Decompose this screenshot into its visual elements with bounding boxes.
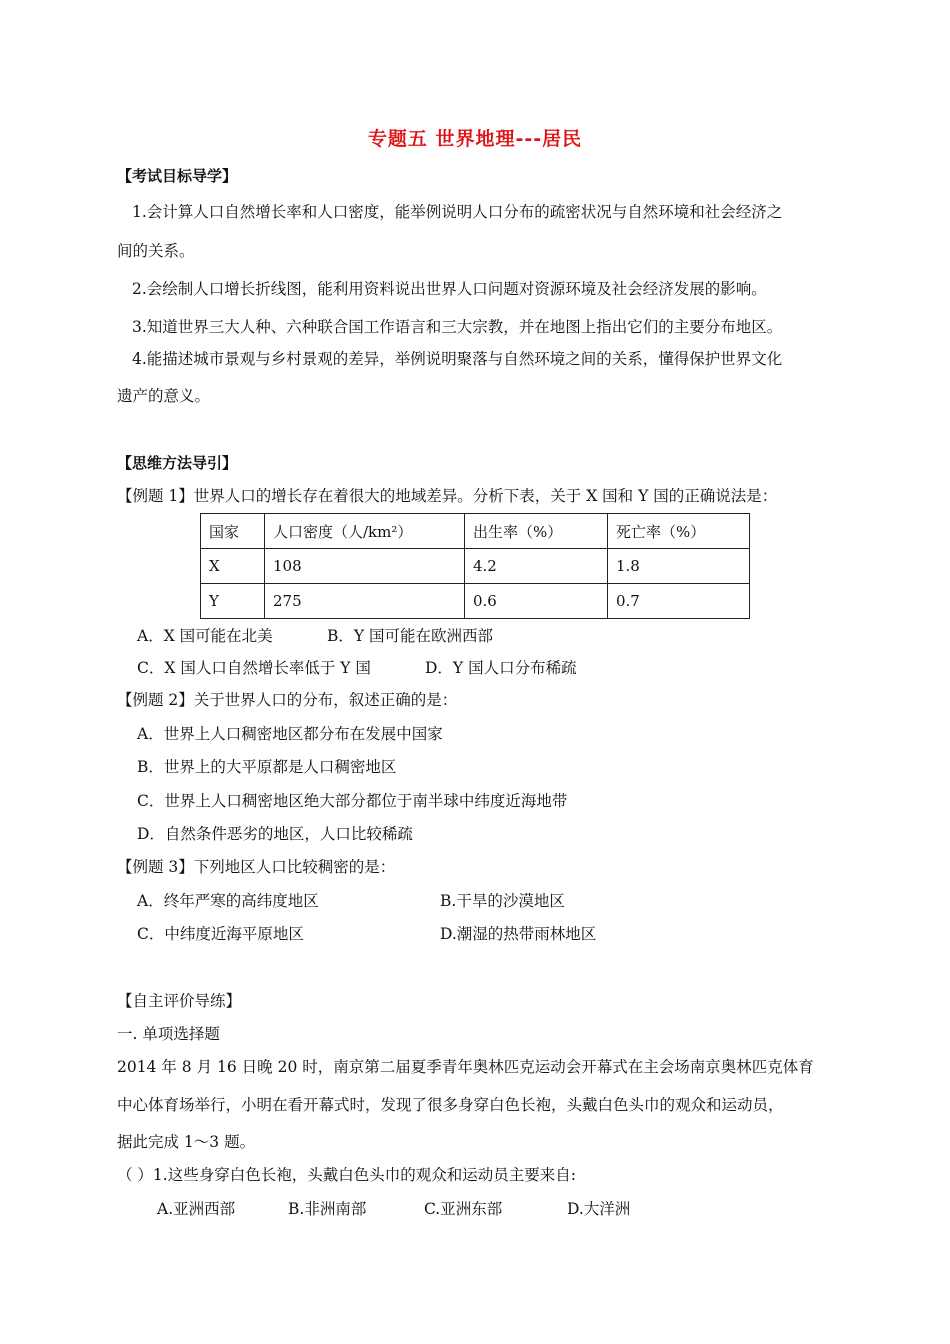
table-cell: 0.6 [465, 584, 608, 619]
table-cell: 1.8 [608, 549, 750, 584]
question-1-option-d: D.大洋洲 [567, 1200, 631, 1218]
table-cell: 4.2 [465, 549, 608, 584]
table-header-cell: 人口密度（人/km²） [265, 514, 465, 549]
question-1-option-c: C.亚洲东部 [424, 1200, 503, 1218]
table-cell: Y [201, 584, 265, 619]
example-3-stem: 【例题 3】下列地区人口比较稠密的是： [117, 858, 396, 876]
table-header-cell: 国家 [201, 514, 265, 549]
table-cell: 275 [265, 584, 465, 619]
example-1-option-a: A．X 国可能在北美 [137, 627, 273, 645]
table-row [201, 584, 750, 619]
passage-line-1: 2014 年 8 月 16 日晚 20 时，南京第二届夏季青年奥林匹克运动会开幕式在主会场南京奥林匹克体育 [117, 1058, 814, 1076]
passage-line-3: 据此完成 1～3 题。 [117, 1133, 256, 1151]
example-3-option-c: C．中纬度近海平原地区 [137, 925, 304, 943]
page-title: 专题五 世界地理---居民 [367, 128, 583, 150]
example-3-option-a: A．终年严寒的高纬度地区 [137, 892, 319, 910]
example-3-option-d: D.潮湿的热带雨林地区 [440, 925, 597, 943]
table-cell: 0.7 [608, 584, 750, 619]
question-1-stem: （ ）1.这些身穿白色长袍，头戴白色头巾的观众和运动员主要来自: [117, 1166, 576, 1184]
example-2-stem: 【例题 2】关于世界人口的分布，叙述正确的是： [117, 691, 458, 709]
table-header-row [201, 514, 750, 549]
example-2-option-a: A．世界上人口稠密地区都分布在发展中国家 [137, 725, 443, 743]
table-cell: 108 [265, 549, 465, 584]
goal-line-3: 3.知道世界三大人种、六种联合国工作语言和三大宗教，并在地图上指出它们的主要分布地区。 [132, 318, 783, 336]
goal-line-1: 1.会计算人口自然增长率和人口密度，能举例说明人口分布的疏密状况与自然环境和社会经济之 [132, 203, 783, 221]
section-heading-self-evaluation: 【自主评价导练】 [117, 992, 242, 1010]
example-2-option-c: C．世界上人口稠密地区绝大部分都位于南半球中纬度近海地带 [137, 792, 568, 810]
table-row [201, 549, 750, 584]
table-header-cell: 出生率（%） [465, 514, 608, 549]
goal-line-1-cont: 间的关系。 [117, 242, 195, 260]
example-1-stem: 【例题 1】世界人口的增长存在着很大的地域差异。分析下表，关于 X 国和 Y 国的正确说法是： [117, 487, 778, 505]
example-1-option-d: D．Y 国人口分布稀疏 [425, 659, 577, 677]
subsection-single-choice: 一. 单项选择题 [117, 1025, 220, 1043]
table-cell: X [201, 549, 265, 584]
section-heading-thinking-methods: 【思维方法导引】 [117, 454, 238, 472]
question-1-option-b: B.非洲南部 [288, 1200, 367, 1218]
example-3-option-b: B.干旱的沙漠地区 [440, 892, 565, 910]
goal-line-2: 2.会绘制人口增长折线图，能利用资料说出世界人口问题对资源环境及社会经济发展的影响。 [132, 280, 767, 298]
table-header-cell: 死亡率（%） [608, 514, 750, 549]
example-1-option-b: B．Y 国可能在欧洲西部 [327, 627, 494, 645]
example-2-option-b: B．世界上的大平原都是人口稠密地区 [137, 758, 397, 776]
passage-line-2: 中心体育场举行，小明在看开幕式时，发现了很多身穿白色长袍，头戴白色头巾的观众和运动员， [117, 1096, 784, 1114]
example-2-option-d: D．自然条件恶劣的地区，人口比较稀疏 [137, 825, 413, 843]
goal-line-4: 4.能描述城市景观与乡村景观的差异，举例说明聚落与自然环境之间的关系，懂得保护世界文化 [132, 350, 783, 368]
question-1-option-a: A.亚洲西部 [157, 1200, 236, 1218]
population-table [200, 513, 750, 619]
example-1-option-c: C．X 国人口自然增长率低于 Y 国 [137, 659, 371, 677]
goal-line-4-cont: 遗产的意义。 [117, 387, 211, 405]
section-heading-exam-goals: 【考试目标导学】 [117, 167, 238, 185]
